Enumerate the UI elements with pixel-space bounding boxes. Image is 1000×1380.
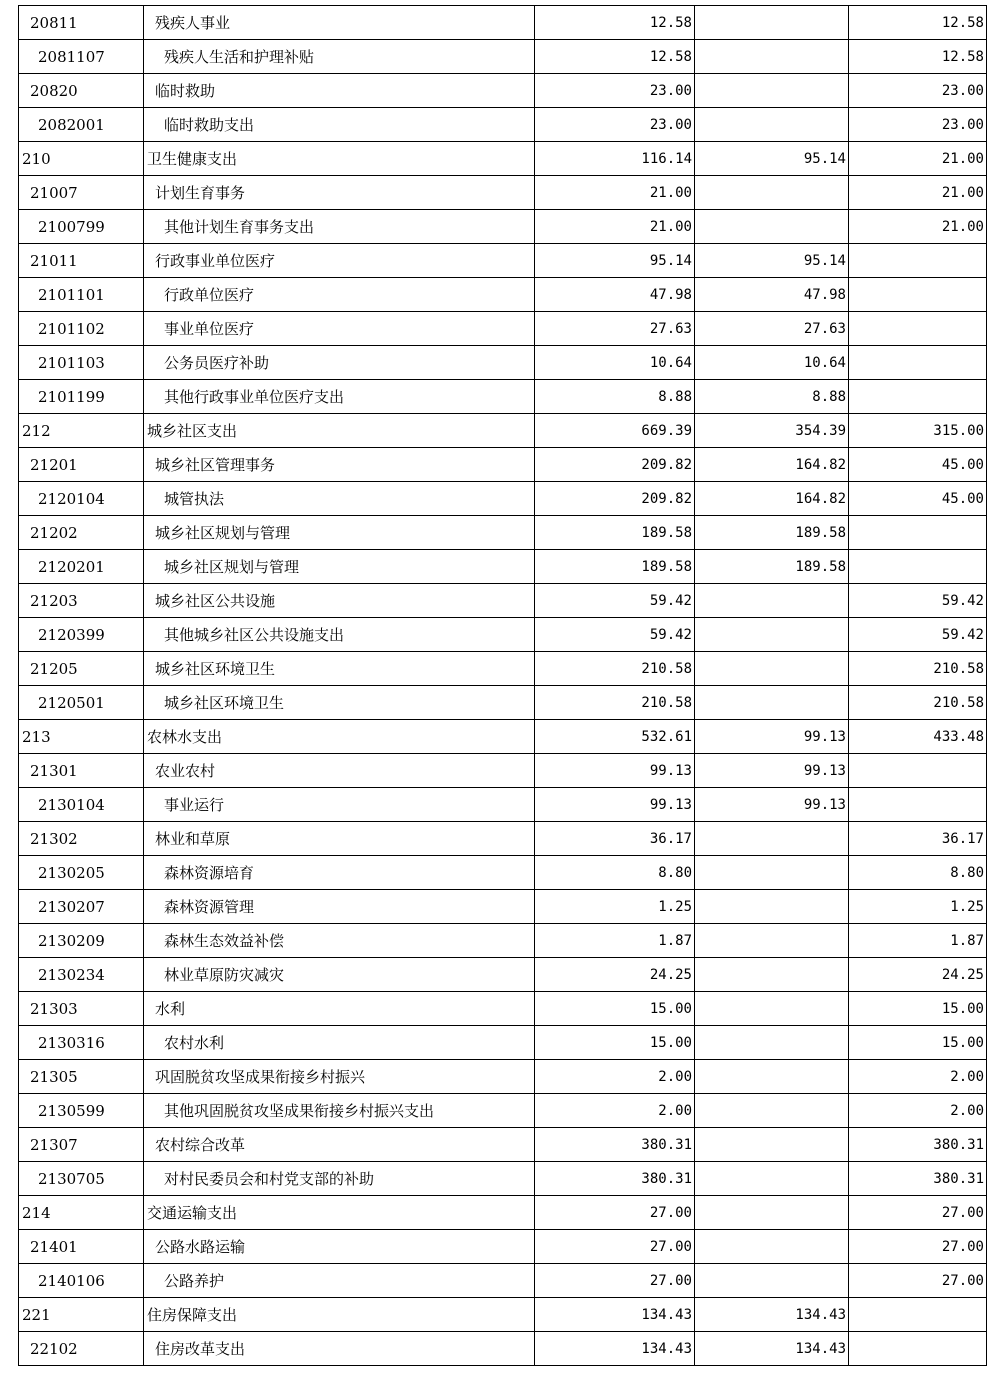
project-expenditure-cell <box>849 380 987 414</box>
basic-expenditure-cell <box>695 958 849 992</box>
name-cell: 其他计划生育事务支出 <box>144 210 535 244</box>
table-row <box>19 312 987 346</box>
table-row <box>19 584 987 618</box>
table-row <box>19 1128 987 1162</box>
project-expenditure-cell: 315.00 <box>849 414 987 448</box>
basic-expenditure-cell: 134.43 <box>695 1298 849 1332</box>
project-expenditure-cell: 8.80 <box>849 856 987 890</box>
name-cell: 残疾人生活和护理补贴 <box>144 40 535 74</box>
name-cell: 农村综合改革 <box>144 1128 535 1162</box>
name-cell: 林业草原防灾减灾 <box>144 958 535 992</box>
total-cell: 24.25 <box>535 958 695 992</box>
code-cell: 2130599 <box>19 1094 144 1128</box>
total-cell: 209.82 <box>535 448 695 482</box>
name-cell: 水利 <box>144 992 535 1026</box>
name-cell: 城乡社区支出 <box>144 414 535 448</box>
name-cell: 农村水利 <box>144 1026 535 1060</box>
name-cell: 城乡社区环境卫生 <box>144 652 535 686</box>
name-cell: 森林生态效益补偿 <box>144 924 535 958</box>
code-cell: 2120104 <box>19 482 144 516</box>
basic-expenditure-cell: 189.58 <box>695 550 849 584</box>
project-expenditure-cell: 433.48 <box>849 720 987 754</box>
code-cell: 2130316 <box>19 1026 144 1060</box>
table-row <box>19 720 987 754</box>
name-cell: 交通运输支出 <box>144 1196 535 1230</box>
name-cell: 临时救助 <box>144 74 535 108</box>
table-row <box>19 1060 987 1094</box>
project-expenditure-cell: 15.00 <box>849 1026 987 1060</box>
total-cell: 210.58 <box>535 686 695 720</box>
code-cell: 2130207 <box>19 890 144 924</box>
code-cell: 2140106 <box>19 1264 144 1298</box>
project-expenditure-cell: 1.87 <box>849 924 987 958</box>
code-cell: 2082001 <box>19 108 144 142</box>
table-row <box>19 618 987 652</box>
name-cell: 城乡社区规划与管理 <box>144 550 535 584</box>
project-expenditure-cell: 59.42 <box>849 584 987 618</box>
table-row <box>19 346 987 380</box>
project-expenditure-cell: 36.17 <box>849 822 987 856</box>
basic-expenditure-cell <box>695 176 849 210</box>
total-cell: 134.43 <box>535 1332 695 1366</box>
table-row <box>19 108 987 142</box>
table-row <box>19 652 987 686</box>
total-cell: 59.42 <box>535 618 695 652</box>
total-cell: 99.13 <box>535 754 695 788</box>
table-row <box>19 482 987 516</box>
project-expenditure-cell <box>849 788 987 822</box>
code-cell: 2120201 <box>19 550 144 584</box>
basic-expenditure-cell: 99.13 <box>695 720 849 754</box>
project-expenditure-cell: 1.25 <box>849 890 987 924</box>
code-cell: 2101101 <box>19 278 144 312</box>
basic-expenditure-cell <box>695 856 849 890</box>
basic-expenditure-cell <box>695 686 849 720</box>
basic-expenditure-cell <box>695 618 849 652</box>
name-cell: 卫生健康支出 <box>144 142 535 176</box>
total-cell: 209.82 <box>535 482 695 516</box>
table-row <box>19 890 987 924</box>
name-cell: 残疾人事业 <box>144 6 535 40</box>
code-cell: 2130209 <box>19 924 144 958</box>
project-expenditure-cell: 15.00 <box>849 992 987 1026</box>
code-cell: 21401 <box>19 1230 144 1264</box>
basic-expenditure-cell <box>695 1196 849 1230</box>
project-expenditure-cell <box>849 1298 987 1332</box>
project-expenditure-cell: 12.58 <box>849 40 987 74</box>
total-cell: 27.00 <box>535 1264 695 1298</box>
code-cell: 21007 <box>19 176 144 210</box>
basic-expenditure-cell <box>695 40 849 74</box>
project-expenditure-cell: 45.00 <box>849 448 987 482</box>
table-row <box>19 516 987 550</box>
code-cell: 21301 <box>19 754 144 788</box>
project-expenditure-cell <box>849 346 987 380</box>
code-cell: 20820 <box>19 74 144 108</box>
project-expenditure-cell: 12.58 <box>849 6 987 40</box>
total-cell: 189.58 <box>535 550 695 584</box>
table-row <box>19 686 987 720</box>
basic-expenditure-cell <box>695 1264 849 1298</box>
total-cell: 15.00 <box>535 1026 695 1060</box>
table-row <box>19 278 987 312</box>
total-cell: 27.00 <box>535 1196 695 1230</box>
table-row <box>19 40 987 74</box>
basic-expenditure-cell <box>695 74 849 108</box>
table-row <box>19 1332 987 1366</box>
basic-expenditure-cell: 354.39 <box>695 414 849 448</box>
project-expenditure-cell: 45.00 <box>849 482 987 516</box>
table-row <box>19 1162 987 1196</box>
name-cell: 城乡社区规划与管理 <box>144 516 535 550</box>
table-body <box>19 6 987 1366</box>
code-cell: 221 <box>19 1298 144 1332</box>
code-cell: 213 <box>19 720 144 754</box>
project-expenditure-cell: 27.00 <box>849 1264 987 1298</box>
code-cell: 2120399 <box>19 618 144 652</box>
name-cell: 事业运行 <box>144 788 535 822</box>
name-cell: 森林资源管理 <box>144 890 535 924</box>
table-row <box>19 924 987 958</box>
total-cell: 23.00 <box>535 74 695 108</box>
name-cell: 城管执法 <box>144 482 535 516</box>
basic-expenditure-cell <box>695 992 849 1026</box>
project-expenditure-cell <box>849 516 987 550</box>
code-cell: 2130234 <box>19 958 144 992</box>
total-cell: 669.39 <box>535 414 695 448</box>
name-cell: 巩固脱贫攻坚成果衔接乡村振兴 <box>144 1060 535 1094</box>
total-cell: 10.64 <box>535 346 695 380</box>
name-cell: 行政事业单位医疗 <box>144 244 535 278</box>
code-cell: 2101103 <box>19 346 144 380</box>
total-cell: 532.61 <box>535 720 695 754</box>
name-cell: 其他城乡社区公共设施支出 <box>144 618 535 652</box>
basic-expenditure-cell: 95.14 <box>695 142 849 176</box>
name-cell: 住房改革支出 <box>144 1332 535 1366</box>
code-cell: 2081107 <box>19 40 144 74</box>
total-cell: 2.00 <box>535 1060 695 1094</box>
total-cell: 27.00 <box>535 1230 695 1264</box>
table-row <box>19 754 987 788</box>
name-cell: 对村民委员会和村党支部的补助 <box>144 1162 535 1196</box>
code-cell: 21303 <box>19 992 144 1026</box>
table-row <box>19 74 987 108</box>
total-cell: 12.58 <box>535 40 695 74</box>
project-expenditure-cell: 21.00 <box>849 210 987 244</box>
table-row <box>19 414 987 448</box>
code-cell: 21203 <box>19 584 144 618</box>
table-row <box>19 958 987 992</box>
total-cell: 23.00 <box>535 108 695 142</box>
name-cell: 农林水支出 <box>144 720 535 754</box>
project-expenditure-cell: 380.31 <box>849 1128 987 1162</box>
total-cell: 12.58 <box>535 6 695 40</box>
total-cell: 59.42 <box>535 584 695 618</box>
table-row <box>19 6 987 40</box>
basic-expenditure-cell: 47.98 <box>695 278 849 312</box>
table-row <box>19 1196 987 1230</box>
basic-expenditure-cell: 8.88 <box>695 380 849 414</box>
code-cell: 2130205 <box>19 856 144 890</box>
name-cell: 公务员医疗补助 <box>144 346 535 380</box>
basic-expenditure-cell <box>695 1128 849 1162</box>
table-row <box>19 142 987 176</box>
project-expenditure-cell: 21.00 <box>849 142 987 176</box>
total-cell: 380.31 <box>535 1128 695 1162</box>
project-expenditure-cell <box>849 550 987 584</box>
basic-expenditure-cell: 99.13 <box>695 754 849 788</box>
code-cell: 2101199 <box>19 380 144 414</box>
table-row <box>19 244 987 278</box>
table-row <box>19 448 987 482</box>
total-cell: 21.00 <box>535 210 695 244</box>
total-cell: 99.13 <box>535 788 695 822</box>
basic-expenditure-cell: 189.58 <box>695 516 849 550</box>
name-cell: 其他行政事业单位医疗支出 <box>144 380 535 414</box>
table-row <box>19 822 987 856</box>
total-cell: 210.58 <box>535 652 695 686</box>
basic-expenditure-cell: 27.63 <box>695 312 849 346</box>
project-expenditure-cell: 23.00 <box>849 74 987 108</box>
code-cell: 2100799 <box>19 210 144 244</box>
name-cell: 计划生育事务 <box>144 176 535 210</box>
code-cell: 20811 <box>19 6 144 40</box>
project-expenditure-cell: 210.58 <box>849 686 987 720</box>
expenditure-table <box>18 5 987 1366</box>
project-expenditure-cell <box>849 754 987 788</box>
basic-expenditure-cell: 99.13 <box>695 788 849 822</box>
total-cell: 21.00 <box>535 176 695 210</box>
total-cell: 27.63 <box>535 312 695 346</box>
table-row <box>19 992 987 1026</box>
basic-expenditure-cell <box>695 210 849 244</box>
project-expenditure-cell <box>849 312 987 346</box>
project-expenditure-cell: 210.58 <box>849 652 987 686</box>
code-cell: 21201 <box>19 448 144 482</box>
total-cell: 134.43 <box>535 1298 695 1332</box>
table-row <box>19 1230 987 1264</box>
total-cell: 380.31 <box>535 1162 695 1196</box>
project-expenditure-cell: 27.00 <box>849 1196 987 1230</box>
basic-expenditure-cell <box>695 890 849 924</box>
project-expenditure-cell <box>849 244 987 278</box>
code-cell: 210 <box>19 142 144 176</box>
table-row <box>19 550 987 584</box>
code-cell: 21305 <box>19 1060 144 1094</box>
total-cell: 1.25 <box>535 890 695 924</box>
code-cell: 2101102 <box>19 312 144 346</box>
table-row <box>19 176 987 210</box>
total-cell: 95.14 <box>535 244 695 278</box>
basic-expenditure-cell <box>695 652 849 686</box>
basic-expenditure-cell: 10.64 <box>695 346 849 380</box>
basic-expenditure-cell <box>695 924 849 958</box>
project-expenditure-cell: 23.00 <box>849 108 987 142</box>
basic-expenditure-cell: 164.82 <box>695 448 849 482</box>
basic-expenditure-cell <box>695 584 849 618</box>
code-cell: 21302 <box>19 822 144 856</box>
project-expenditure-cell: 2.00 <box>849 1094 987 1128</box>
project-expenditure-cell: 59.42 <box>849 618 987 652</box>
name-cell: 事业单位医疗 <box>144 312 535 346</box>
basic-expenditure-cell <box>695 108 849 142</box>
table-row <box>19 1094 987 1128</box>
table-row <box>19 788 987 822</box>
name-cell: 城乡社区公共设施 <box>144 584 535 618</box>
code-cell: 214 <box>19 1196 144 1230</box>
basic-expenditure-cell: 134.43 <box>695 1332 849 1366</box>
name-cell: 其他巩固脱贫攻坚成果衔接乡村振兴支出 <box>144 1094 535 1128</box>
name-cell: 行政单位医疗 <box>144 278 535 312</box>
code-cell: 212 <box>19 414 144 448</box>
basic-expenditure-cell: 95.14 <box>695 244 849 278</box>
basic-expenditure-cell <box>695 1026 849 1060</box>
name-cell: 临时救助支出 <box>144 108 535 142</box>
code-cell: 21205 <box>19 652 144 686</box>
name-cell: 林业和草原 <box>144 822 535 856</box>
code-cell: 21202 <box>19 516 144 550</box>
table-row <box>19 210 987 244</box>
total-cell: 8.88 <box>535 380 695 414</box>
name-cell: 公路养护 <box>144 1264 535 1298</box>
code-cell: 21011 <box>19 244 144 278</box>
code-cell: 2130705 <box>19 1162 144 1196</box>
project-expenditure-cell: 2.00 <box>849 1060 987 1094</box>
name-cell: 城乡社区管理事务 <box>144 448 535 482</box>
name-cell: 公路水路运输 <box>144 1230 535 1264</box>
basic-expenditure-cell <box>695 1230 849 1264</box>
total-cell: 2.00 <box>535 1094 695 1128</box>
project-expenditure-cell: 380.31 <box>849 1162 987 1196</box>
code-cell: 21307 <box>19 1128 144 1162</box>
project-expenditure-cell <box>849 278 987 312</box>
project-expenditure-cell: 21.00 <box>849 176 987 210</box>
project-expenditure-cell: 27.00 <box>849 1230 987 1264</box>
total-cell: 116.14 <box>535 142 695 176</box>
table-row <box>19 380 987 414</box>
basic-expenditure-cell <box>695 822 849 856</box>
total-cell: 15.00 <box>535 992 695 1026</box>
project-expenditure-cell <box>849 1332 987 1366</box>
basic-expenditure-cell <box>695 1162 849 1196</box>
basic-expenditure-cell <box>695 6 849 40</box>
code-cell: 22102 <box>19 1332 144 1366</box>
code-cell: 2130104 <box>19 788 144 822</box>
table-row <box>19 1026 987 1060</box>
basic-expenditure-cell <box>695 1060 849 1094</box>
total-cell: 47.98 <box>535 278 695 312</box>
total-cell: 189.58 <box>535 516 695 550</box>
table-row <box>19 856 987 890</box>
project-expenditure-cell: 24.25 <box>849 958 987 992</box>
name-cell: 农业农村 <box>144 754 535 788</box>
total-cell: 36.17 <box>535 822 695 856</box>
code-cell: 2120501 <box>19 686 144 720</box>
table-row <box>19 1298 987 1332</box>
basic-expenditure-cell <box>695 1094 849 1128</box>
name-cell: 住房保障支出 <box>144 1298 535 1332</box>
name-cell: 森林资源培育 <box>144 856 535 890</box>
basic-expenditure-cell: 164.82 <box>695 482 849 516</box>
name-cell: 城乡社区环境卫生 <box>144 686 535 720</box>
total-cell: 8.80 <box>535 856 695 890</box>
total-cell: 1.87 <box>535 924 695 958</box>
table-row <box>19 1264 987 1298</box>
